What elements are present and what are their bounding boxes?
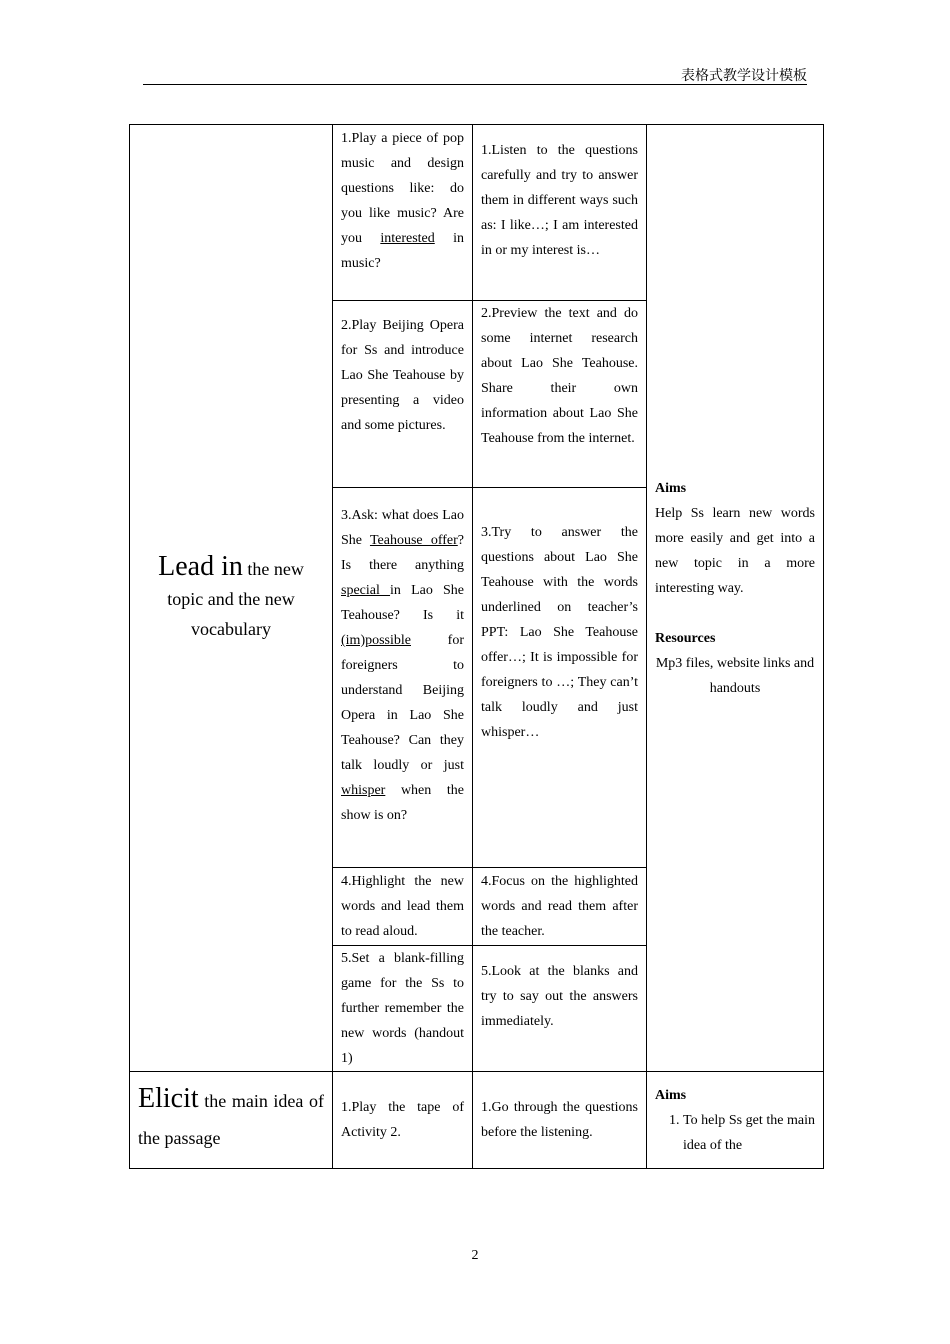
student-activity-elicit: 1.Go through the questions before the listening. — [473, 1072, 647, 1169]
teacher-activity-2: 2.Play Beijing Opera for Ss and introduce Lao She Teahouse by presenting a video and some pictures. — [333, 301, 473, 488]
teacher-activity-4: 4.Highlight the new words and lead them to read aloud. — [333, 868, 473, 946]
resources-title: Resources — [655, 630, 716, 646]
student-activity-5: 5.Look at the blanks and try to say out the answers immediately. — [473, 946, 647, 1072]
teacher-activity-5: 5.Set a blank-filling game for the Ss to further remember the new words (handout 1) — [333, 946, 473, 1072]
aims-text: Help Ss learn new words more easily and get into a new topic in a more interesting way. — [655, 505, 815, 596]
table-row — [130, 125, 824, 301]
stage-cell-lead-in — [130, 125, 333, 1072]
stage-title: Lead in — [158, 551, 243, 582]
teacher-activity-elicit: 1.Play the tape of Activity 2. — [333, 1072, 473, 1169]
header-title: 表格式教学设计模板 — [681, 68, 807, 84]
stage-description: the main idea of the passage — [138, 1091, 324, 1148]
student-activity-1: 1.Listen to the questions carefully and try to answer them in different ways such as: I like…; I am interested in or my interest is… — [473, 125, 647, 301]
stage-title: Elicit — [138, 1083, 199, 1114]
teacher-activity-1: 1.Play a piece of pop music and design questions like: do you like music? Are you interested in music? — [333, 125, 473, 301]
page-header — [143, 64, 807, 85]
student-activity-3: 3.Try to answer the questions about Lao She Teahouse with the words underlined on teacher’s PPT: Lao She Teahouse offer…; It is impossible for foreigners to …; They can’t talk loudly and just whisper… — [473, 488, 647, 868]
student-activity-2: 2.Preview the text and do some internet research about Lao She Teahouse. Share their own information about Lao She Teahouse from the internet. — [473, 301, 647, 488]
stage-description: the new topic and the new vocabulary — [167, 559, 304, 639]
aims-title: Aims — [655, 480, 687, 496]
resources-text: Mp3 files, website links and handouts — [655, 655, 815, 696]
aims-cell-2 — [647, 1072, 824, 1169]
stage-cell-elicit — [130, 1072, 333, 1169]
aims-title: Aims — [655, 1088, 687, 1103]
lesson-table — [129, 124, 824, 1169]
aims-item: 1. To help Ss get the main idea of the — [683, 1108, 815, 1158]
student-activity-4: 4.Focus on the highlighted words and read them after the teacher. — [473, 868, 647, 946]
teacher-activity-3: 3.Ask: what does Lao She Teahouse offer? Is there anything special in Lao She Teahouse? Is it (im)possible for foreigners to understand Beijing Opera in Lao She Teahouse? Can they talk loudly or just whisper when the show is on? — [333, 488, 473, 868]
aims-cell-1 — [647, 125, 824, 1072]
page-number: 2 — [471, 1248, 479, 1263]
table-row — [130, 1072, 824, 1169]
